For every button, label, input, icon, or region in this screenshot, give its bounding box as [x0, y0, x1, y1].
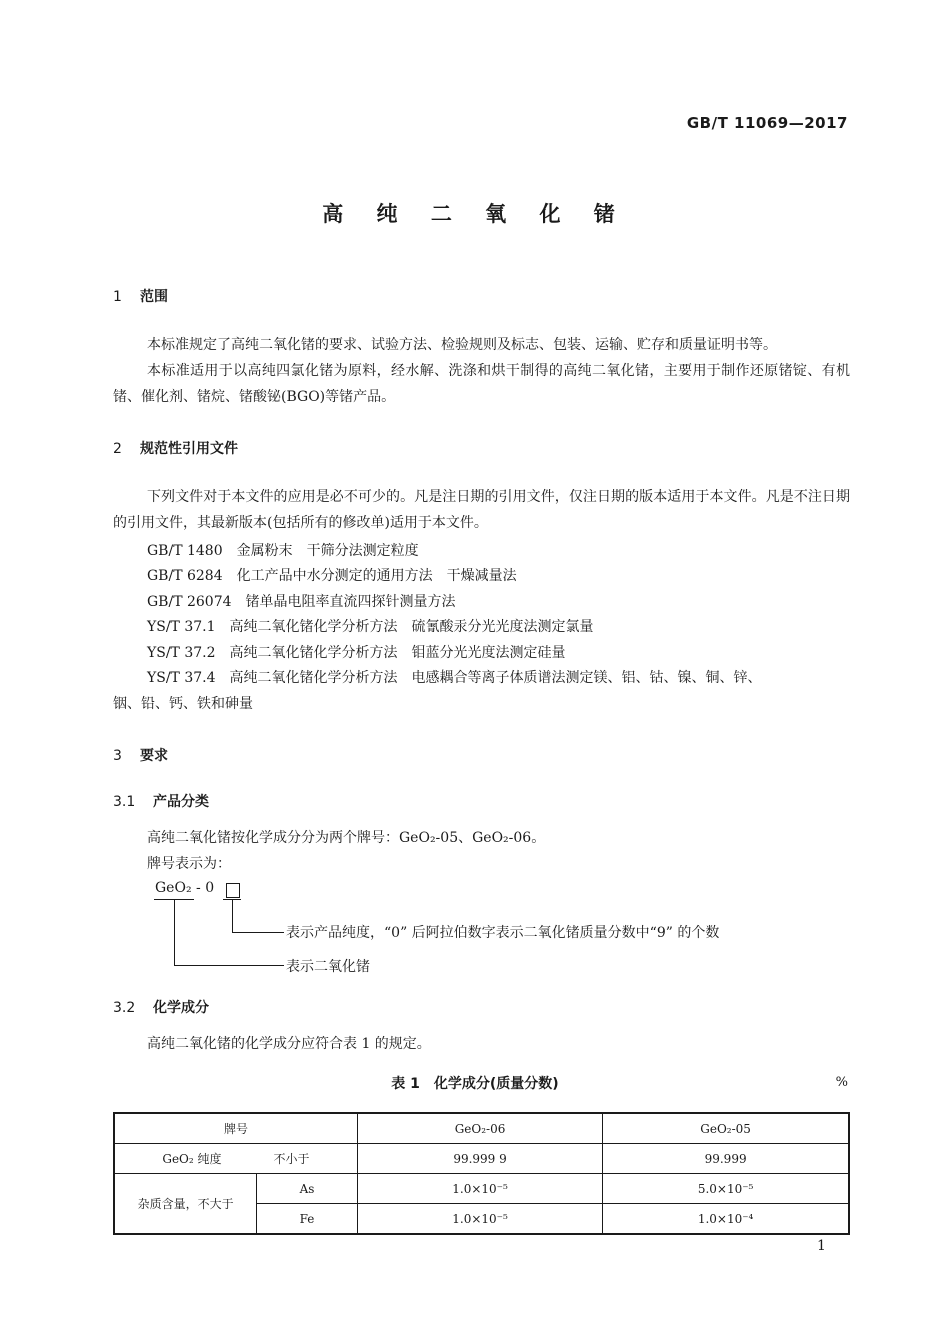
- reference-item: GB/T 1480 金属粉末 干筛分法测定粒度: [147, 543, 419, 559]
- connector-line: [174, 965, 284, 966]
- reference-item: GB/T 26074 锗单晶电阻率直流四探针测量方法: [147, 594, 456, 610]
- section-number: 1: [113, 289, 122, 305]
- connector-line: [232, 899, 233, 932]
- section-2-heading: [113, 438, 238, 458]
- section-number: 2: [113, 441, 122, 457]
- page-number: 1: [817, 1238, 826, 1254]
- subsection-title: 产品分类: [153, 794, 209, 810]
- connector-line: [174, 899, 175, 965]
- header-cell: GeO₂-06: [357, 1113, 602, 1144]
- purity-label-cell: [114, 1144, 357, 1174]
- designation-prefix: GeO₂ - 0: [155, 880, 215, 896]
- purity-explanation: 表示产品纯度，“0” 后阿拉伯数字表示二氧化锗质量分数中“9” 的个数: [286, 925, 720, 941]
- grade-description: 高纯二氧化锗按化学成分分为两个牌号：GeO₂-05、GeO₂-06。: [147, 830, 546, 846]
- standard-code: GB/T 11069—2017: [686, 114, 848, 132]
- impurity-label-cell: 杂质含量，不大于: [114, 1174, 257, 1235]
- table-cell: 99.999 9: [357, 1144, 602, 1174]
- purity-qualifier: 不小于: [273, 1152, 310, 1166]
- table-cell: 1.0×10⁻⁵: [357, 1204, 602, 1235]
- subsection-3-1-heading: [113, 791, 209, 811]
- table-row: [114, 1144, 849, 1174]
- designation-intro: 牌号表示为：: [147, 856, 231, 872]
- reference-item: YS/T 37.1 高纯二氧化锗化学分析方法 硫氰酸汞分光光度法测定氯量: [147, 619, 594, 635]
- table-header-row: [114, 1113, 849, 1144]
- reference-item-continuation: 铟、铅、钙、铁和砷量: [113, 696, 253, 712]
- header-cell: 牌号: [114, 1113, 357, 1144]
- subsection-number: 3.1: [113, 794, 136, 810]
- section-3-heading: [113, 745, 168, 765]
- element-cell: As: [257, 1174, 358, 1204]
- section-2-intro: 下列文件对于本文件的应用是必不可少的。凡是注日期的引用文件，仅注日期的版本适用于本文件。凡是不注日期的引用文件，其最新版本(包括所有的修改单)适用于本文件。: [113, 489, 850, 531]
- section-1-heading: [113, 286, 168, 306]
- reference-item: GB/T 6284 化工产品中水分测定的通用方法 干燥减量法: [147, 568, 517, 584]
- table-cell: 5.0×10⁻⁵: [603, 1174, 849, 1204]
- connector-line: [232, 932, 284, 933]
- subsection-3-2-heading: [113, 997, 209, 1017]
- reference-item: YS/T 37.2 高纯二氧化锗化学分析方法 钼蓝分光光度法测定硅量: [147, 645, 566, 661]
- section-number: 3: [113, 748, 122, 764]
- subsection-title: 化学成分: [153, 1000, 209, 1016]
- table-cell: 99.999: [603, 1144, 849, 1174]
- chemical-composition-table: [113, 1112, 850, 1235]
- section-1-paragraph-2: 本标准适用于以高纯四氯化锗为原料，经水解、洗涤和烘干制得的高纯二氧化锗，主要用于制作还原锗锭、有机锗、催化剂、锗烷、锗酸铋(BGO)等锗产品。: [113, 363, 850, 405]
- section-title: 规范性引用文件: [140, 441, 238, 457]
- subsection-number: 3.2: [113, 1000, 136, 1016]
- table-caption: 表 1 化学成分(质量分数): [391, 1076, 559, 1092]
- table-cell: 1.0×10⁻⁴: [603, 1204, 849, 1235]
- table-cell: 1.0×10⁻⁵: [357, 1174, 602, 1204]
- table-row: [114, 1174, 849, 1204]
- element-cell: Fe: [257, 1204, 358, 1235]
- section-title: 要求: [140, 748, 168, 764]
- section-1-paragraph-1: 本标准规定了高纯二氧化锗的要求、试验方法、检验规则及标志、包装、运输、贮存和质量证明书等。: [147, 337, 777, 353]
- header-cell: GeO₂-05: [603, 1113, 849, 1144]
- table-unit: %: [835, 1075, 848, 1090]
- reference-item: YS/T 37.4 高纯二氧化锗化学分析方法 电感耦合等离子体质谱法测定镁、铝、钴、镍、铜、锌、: [147, 670, 762, 686]
- placeholder-box: [226, 883, 240, 898]
- section-title: 范围: [140, 289, 168, 305]
- compound-explanation: 表示二氧化锗: [286, 959, 370, 975]
- chemical-composition-text: 高纯二氧化锗的化学成分应符合表 1 的规定。: [147, 1036, 431, 1052]
- purity-label: GeO₂ 纯度: [162, 1152, 222, 1166]
- document-title: 高 纯 二 氧 化 锗: [322, 202, 628, 226]
